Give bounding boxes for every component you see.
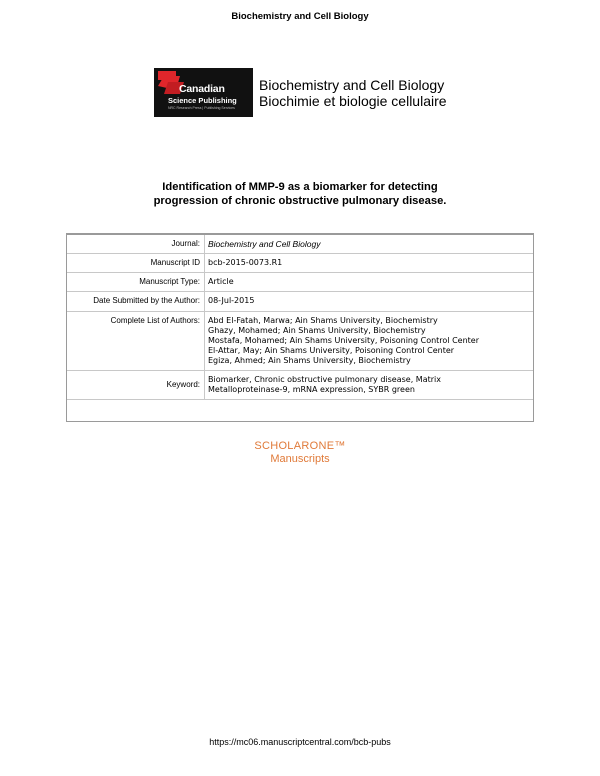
- paper-title-line-1: Identification of MMP-9 as a biomarker for detecting: [162, 181, 438, 193]
- author-entry: Mostafa, Mohamed; Ain Shams University, Poisoning Control Center: [208, 336, 480, 345]
- logo-line-nrc: NRC Research Press | Publishing Services: [168, 106, 235, 110]
- logo-line-canadian: Canadian: [179, 83, 225, 95]
- journal-name-fr: Biochimie et biologie cellulaire: [259, 93, 447, 109]
- meta-value-manuscript-type: Article: [208, 277, 234, 286]
- meta-value-journal: Biochemistry and Cell Biology: [208, 239, 321, 249]
- journal-name-en: Biochemistry and Cell Biology: [259, 77, 445, 93]
- author-entry: El-Attar, May; Ain Shams University, Poisoning Control Center: [208, 346, 455, 355]
- meta-label-authors: Complete List of Authors:: [67, 312, 205, 370]
- scholarone-logo: [0, 440, 600, 466]
- author-entry: Ghazy, Mohamed; Ain Shams University, Biochemistry: [208, 326, 426, 335]
- meta-row-authors: [67, 312, 533, 371]
- keyword-line: Biomarker, Chronic obstructive pulmonary disease, Matrix: [208, 375, 441, 384]
- author-entry: Egiza, Ahmed; Ain Shams University, Biochemistry: [208, 356, 411, 365]
- logo-line-science-publishing: Science Publishing: [168, 96, 237, 105]
- meta-row-manuscript-id: [67, 254, 533, 273]
- meta-value-manuscript-id: bcb-2015-0073.R1: [208, 258, 283, 267]
- meta-label-date: Date Submitted by the Author:: [67, 292, 205, 311]
- meta-row-date: [67, 292, 533, 312]
- scholarone-manuscripts: Manuscripts: [270, 453, 330, 465]
- meta-value-date: 08-Jul-2015: [208, 296, 255, 305]
- paper-title: [0, 180, 600, 208]
- meta-row-keyword: [67, 371, 533, 400]
- author-entry: Abd El-Fatah, Marwa; Ain Shams University, Biochemistry: [208, 316, 438, 325]
- meta-row-journal: [67, 235, 533, 254]
- meta-label-manuscript-id: Manuscript ID: [67, 254, 205, 272]
- keyword-line: Metalloproteinase-9, mRNA expression, SYBR green: [208, 385, 415, 394]
- footer-url: https://mc06.manuscriptcentral.com/bcb-pubs: [209, 737, 391, 747]
- meta-row-manuscript-type: [67, 273, 533, 292]
- scholarone-wordmark: SCHOLARONE™: [254, 440, 346, 452]
- running-head: Biochemistry and Cell Biology: [231, 11, 369, 22]
- meta-label-manuscript-type: Manuscript Type:: [67, 273, 205, 291]
- meta-label-keyword: Keyword:: [67, 371, 205, 399]
- paper-title-line-2: progression of chronic obstructive pulmonary disease.: [153, 195, 447, 207]
- csp-logo: [154, 68, 253, 117]
- meta-value-keyword: [205, 371, 533, 399]
- meta-value-authors: [205, 312, 533, 370]
- meta-label-journal: Journal:: [67, 235, 205, 253]
- journal-name-block: [259, 77, 447, 109]
- metadata-table: [66, 233, 534, 422]
